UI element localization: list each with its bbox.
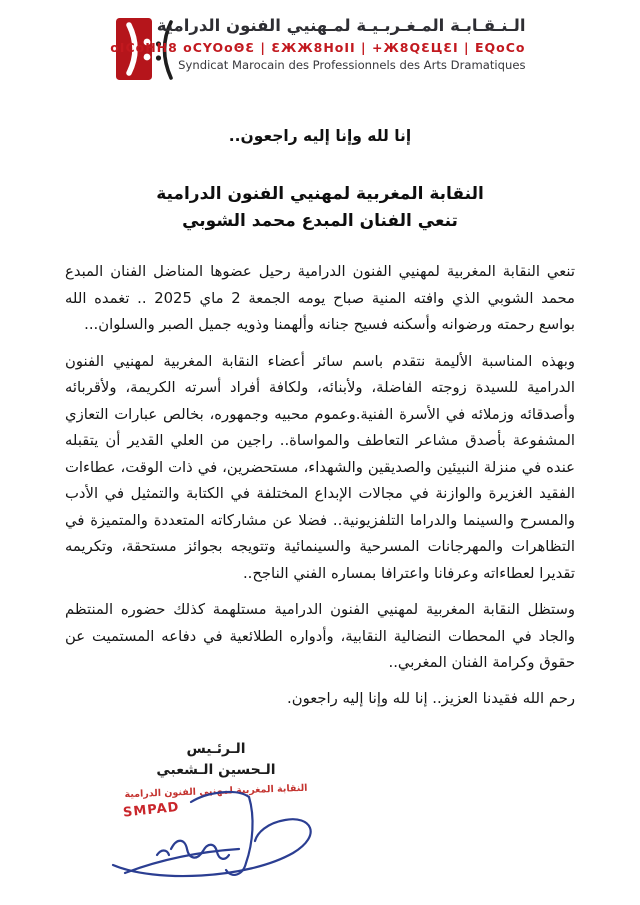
title-line-2: تنعي الفنان المبدع محمد الشوبي — [182, 211, 458, 231]
stamp-org-text: النقابة المغربية لمهنيي الفنون الدرامية — [124, 782, 308, 800]
closing-line: رحم الله فقيدنا العزيز.. إنا لله وإنا إليه راجعون. — [287, 689, 575, 707]
stamp-acronym: SMPAD — [122, 799, 181, 821]
title-line-1: النقابة المغربية لمهنيي الفنون الدرامية — [156, 184, 484, 204]
paragraph-legacy: وستظل النقابة المغربية لمهنيي الفنون الدرامية مستلهمة كذلك حضوره المنتظم والجاد في المحطات النضالية النقابية، وأدواره الطلائعية في دفاعه المستميت عن حقوق وكرامة الفنان المغربي.. — [65, 601, 575, 671]
letter-body — [65, 259, 575, 677]
org-name-french: Syndicat Marocain des Professionnels des Arts Dramatiques — [178, 58, 526, 72]
announcement-title — [0, 181, 640, 235]
org-name-arabic: الـنـقـابـة المـغـربـيـة لمـهنيي الفنون الدرامية — [156, 16, 526, 35]
signatory-title: الـرئـيس — [186, 740, 246, 757]
signature-block — [95, 739, 337, 821]
handwritten-signature-ink — [97, 785, 331, 889]
letterhead-text — [110, 15, 526, 72]
paragraph-obituary: تنعي النقابة المغربية لمهنيي الفنون الدرامية رحيل عضوها المناضل الفنان المبدع محمد الشوبي الذي وافته المنية صباح يومه الجمعة 2 ماي 2025 .. تغمده الله بواسع رحمته ورضوانه وأسكنه فسيح جنانه وألهمنا وذويه جميل الصبر والسلوان... — [65, 263, 575, 333]
opening-verse: إنا لله وإنا إليه راجعون.. — [228, 127, 412, 145]
paragraph-condolences: وبهذه المناسبة الأليمة نتقدم باسم سائر أعضاء النقابة المغربية لمهنيي الفنون الدرامية للسيدة زوجته الفاضلة، ولأبنائه، ولكافة أفراد أسرته الكريمة، ولأقربائه وأصدقائه وزملائه في الأسرة الفنية.وعموم محبيه وجمهوره، بخالص عبارات التعازي المشفوعة بأصدق مشاعر التعاطف والمواساة.. راجين من العلي القدير أن يتقبله عنده في منزلة النبيئين والصديقين والشهداء، مستحضرين، في ذات الوقت، عطاءات الفقيد الغزيرة والوازنة في مجالات الإبداع المختلفة في الكتابة والتمثيل في الأدب والمسرح والسينما والدراما التلفزيونية.. فضلا عن مشاركاته المتعددة والمتميزة في التظاهرات والمهرجانات المسرحية والسينمائية وتتويجه بجوائز مستحقة، وتكريمه تقديرا لعطاءاته وعرفانا واعترافا بمساره الفني الناجح.. — [65, 352, 575, 582]
signatory-name: الـحسين الـشعبي — [156, 761, 276, 778]
org-name-tifinagh: oICoHH8 oCYOoΘƐ | ƐЖЖ8HoII | +Ж8QƐЦƐI | EQoCo — [110, 40, 526, 55]
letterhead — [0, 0, 640, 83]
